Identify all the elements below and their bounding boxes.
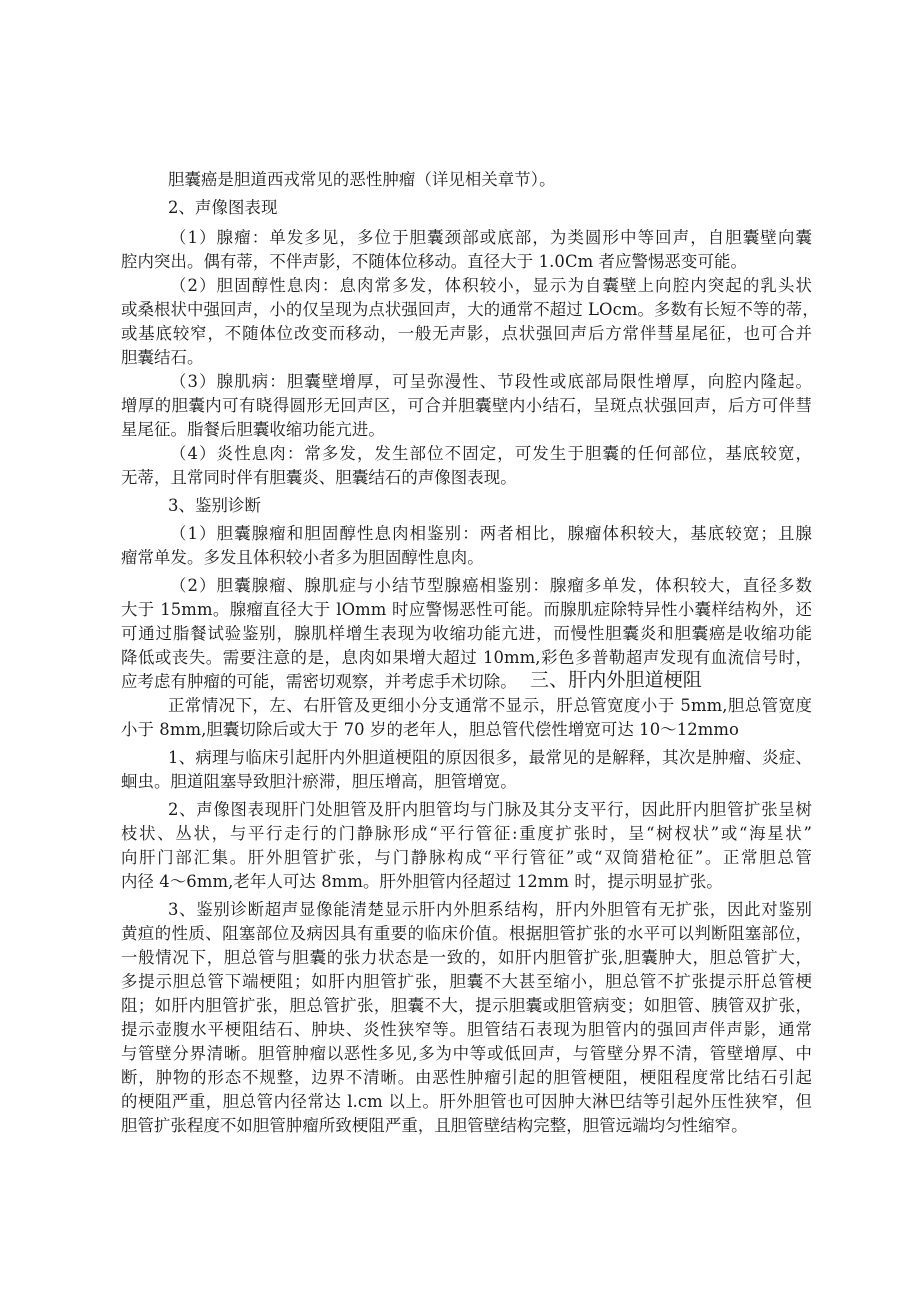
paragraph-line: （3）腺肌病：胆囊壁增厚，可呈弥漫性、节段性或底部局限性增厚，向腔内隆起。 bbox=[170, 372, 812, 391]
paragraph-line: 一般情况下，胆总管与胆囊的张力状态是一致的，如肝内胆管扩张,胆囊肿大，胆总管扩大， bbox=[121, 948, 812, 967]
paragraph-line: 胆管扩张程度不如胆管肿瘤所致梗阻严重，且胆管壁结构完整，胆管远端均匀性缩窄。 bbox=[121, 1116, 748, 1135]
chapter-heading: 三、肝内外胆道梗阻 bbox=[530, 669, 702, 691]
paragraph-line: （1）腺瘤：单发多见，多位于胆囊颈部或底部，为类圆形中等回声，自胆囊壁向囊 bbox=[170, 228, 812, 247]
paragraph-line: （4）炎性息肉：常多发，发生部位不固定，可发生于胆囊的任何部位，基底较宽， bbox=[170, 444, 812, 463]
paragraph-line: 胆囊结石。 bbox=[121, 348, 204, 367]
paragraph-line: 2、声像图表现肝门处胆管及肝内胆管均与门脉及其分支平行，因此肝内胆管扩张呈树 bbox=[168, 800, 812, 819]
paragraph-line: 大于 15mm。腺瘤直径大于 lOmm 时应警惕恶性可能。而腺肌症除特异性小囊样结构外，还 bbox=[121, 600, 812, 619]
paragraph-line: 腔内突出。偶有蒂，不伴声影，不随体位移动。直径大于 1.0Cm 者应警惕恶变可能。 bbox=[121, 252, 747, 271]
paragraph-line: 提示壶腹水平梗阻结石、肿块、炎性狭窄等。胆管结石表现为胆管内的强回声伴声影，通常 bbox=[121, 1020, 812, 1039]
paragraph-line: 星尾征。脂餐后胆囊收缩功能亢进。 bbox=[121, 420, 385, 439]
paragraph-line: 断，肿物的形态不规整，边界不清晰。由恶性肿瘤引起的胆管梗阻，梗阻程度常比结石引起 bbox=[121, 1068, 812, 1087]
paragraph-line: 应考虑有肿瘤的可能，需密切观察，并考虑手术切除。 bbox=[121, 672, 517, 691]
paragraph-line: 黄疸的性质、阻塞部位及病因具有重要的临床价值。根据胆管扩张的水平可以判断阻塞部位， bbox=[121, 924, 812, 943]
paragraph-line: 正常情况下，左、右肝管及更细小分支通常不显示，肝总管宽度小于 5mm,胆总管宽度 bbox=[168, 696, 812, 715]
paragraph-line: 阻；如肝内胆管扩张，胆总管扩张，胆囊不大，提示胆囊或胆管病变；如胆管、胰管双扩张， bbox=[121, 996, 812, 1015]
paragraph-line: （2）胆固醇性息肉：息肉常多发，体积较小，显示为自囊壁上向腔内突起的乳头状 bbox=[170, 276, 812, 295]
paragraph-line: 胆囊癌是胆道西戎常见的恶性肿瘤（详见相关章节）。 bbox=[168, 170, 556, 189]
paragraph-line: 内径 4～6mm,老年人可达 8mm。肝外胆管内径超过 12mm 时，提示明显扩张。 bbox=[121, 872, 723, 891]
paragraph-line: 无蒂，且常同时伴有胆囊炎、胆囊结石的声像图表现。 bbox=[121, 468, 517, 487]
paragraph-line: 向肝门部汇集。肝外胆管扩张，与门静脉构成“平行管征”或“双筒猎枪征”。正常胆总管 bbox=[121, 848, 812, 867]
paragraph-line: 或基底较窄，不随体位改变而移动，一般无声影，点状强回声后方常伴彗星尾征，也可合并 bbox=[121, 324, 812, 343]
paragraph-line: 枝状、丛状，与平行走行的门静脉形成“平行管征:重度扩张时，呈“树杈状”或“海星状” bbox=[121, 824, 812, 843]
paragraph-line: 1、病理与临床引起肝内外胆道梗阻的原因很多，最常见的是解释，其次是肿瘤、炎症、 bbox=[168, 748, 812, 767]
section-heading: 3、鉴别诊断 bbox=[168, 496, 261, 515]
paragraph-line: （2）胆囊腺瘤、腺肌症与小结节型腺癌相鉴别：腺瘤多单发，体积较大，直径多数 bbox=[170, 576, 812, 595]
paragraph-line: 蛔虫。胆道阻塞导致胆汁瘀滞，胆压增高，胆管增宽。 bbox=[121, 772, 517, 791]
paragraph-line: 3、鉴别诊断超声显像能清楚显示肝内外胆系结构，肝内外胆管有无扩张，因此对鉴别 bbox=[168, 900, 812, 919]
paragraph-line: （1）胆囊腺瘤和胆固醇性息肉相鉴别：两者相比，腺瘤体积较大，基底较宽；且腺 bbox=[170, 524, 812, 543]
paragraph-line: 小于 8mm,胆囊切除后或大于 70 岁的老年人，胆总管代偿性增宽可达 10～12mmo bbox=[121, 720, 740, 739]
paragraph-line: 降低或丧失。需要注意的是，息肉如果增大超过 10mm,彩色多普勒超声发现有血流信号时， bbox=[121, 648, 812, 667]
paragraph-line: 多提示胆总管下端梗阻；如肝内胆管扩张，胆囊不大甚至缩小，胆总管不扩张提示肝总管梗 bbox=[121, 972, 812, 991]
paragraph-line: 增厚的胆囊内可有晓得圆形无回声区，可合并胆囊壁内小结石，呈斑点状强回声，后方可伴彗 bbox=[121, 396, 812, 415]
section-heading: 2、声像图表现 bbox=[168, 198, 278, 217]
paragraph-line: 的梗阻严重，胆总管内径常达 l.cm 以上。肝外胆管也可因肿大淋巴结等引起外压性狭窄，但 bbox=[121, 1092, 812, 1111]
paragraph-line: 与管壁分界清晰。胆管肿瘤以恶性多见,多为中等或低回声，与管壁分界不清，管壁增厚、中 bbox=[121, 1044, 812, 1063]
paragraph-line: 可通过脂餐试验鉴别，腺肌样增生表现为收缩功能亢进，而慢性胆囊炎和胆囊癌是收缩功能 bbox=[121, 624, 812, 643]
paragraph-line: 瘤常单发。多发且体积较小者多为胆固醇性息肉。 bbox=[121, 548, 484, 567]
paragraph-line: 或桑根状中强回声，小的仅呈现为点状强回声，大的通常不超过 LOcm。多数有长短不等的蒂， bbox=[121, 300, 819, 319]
